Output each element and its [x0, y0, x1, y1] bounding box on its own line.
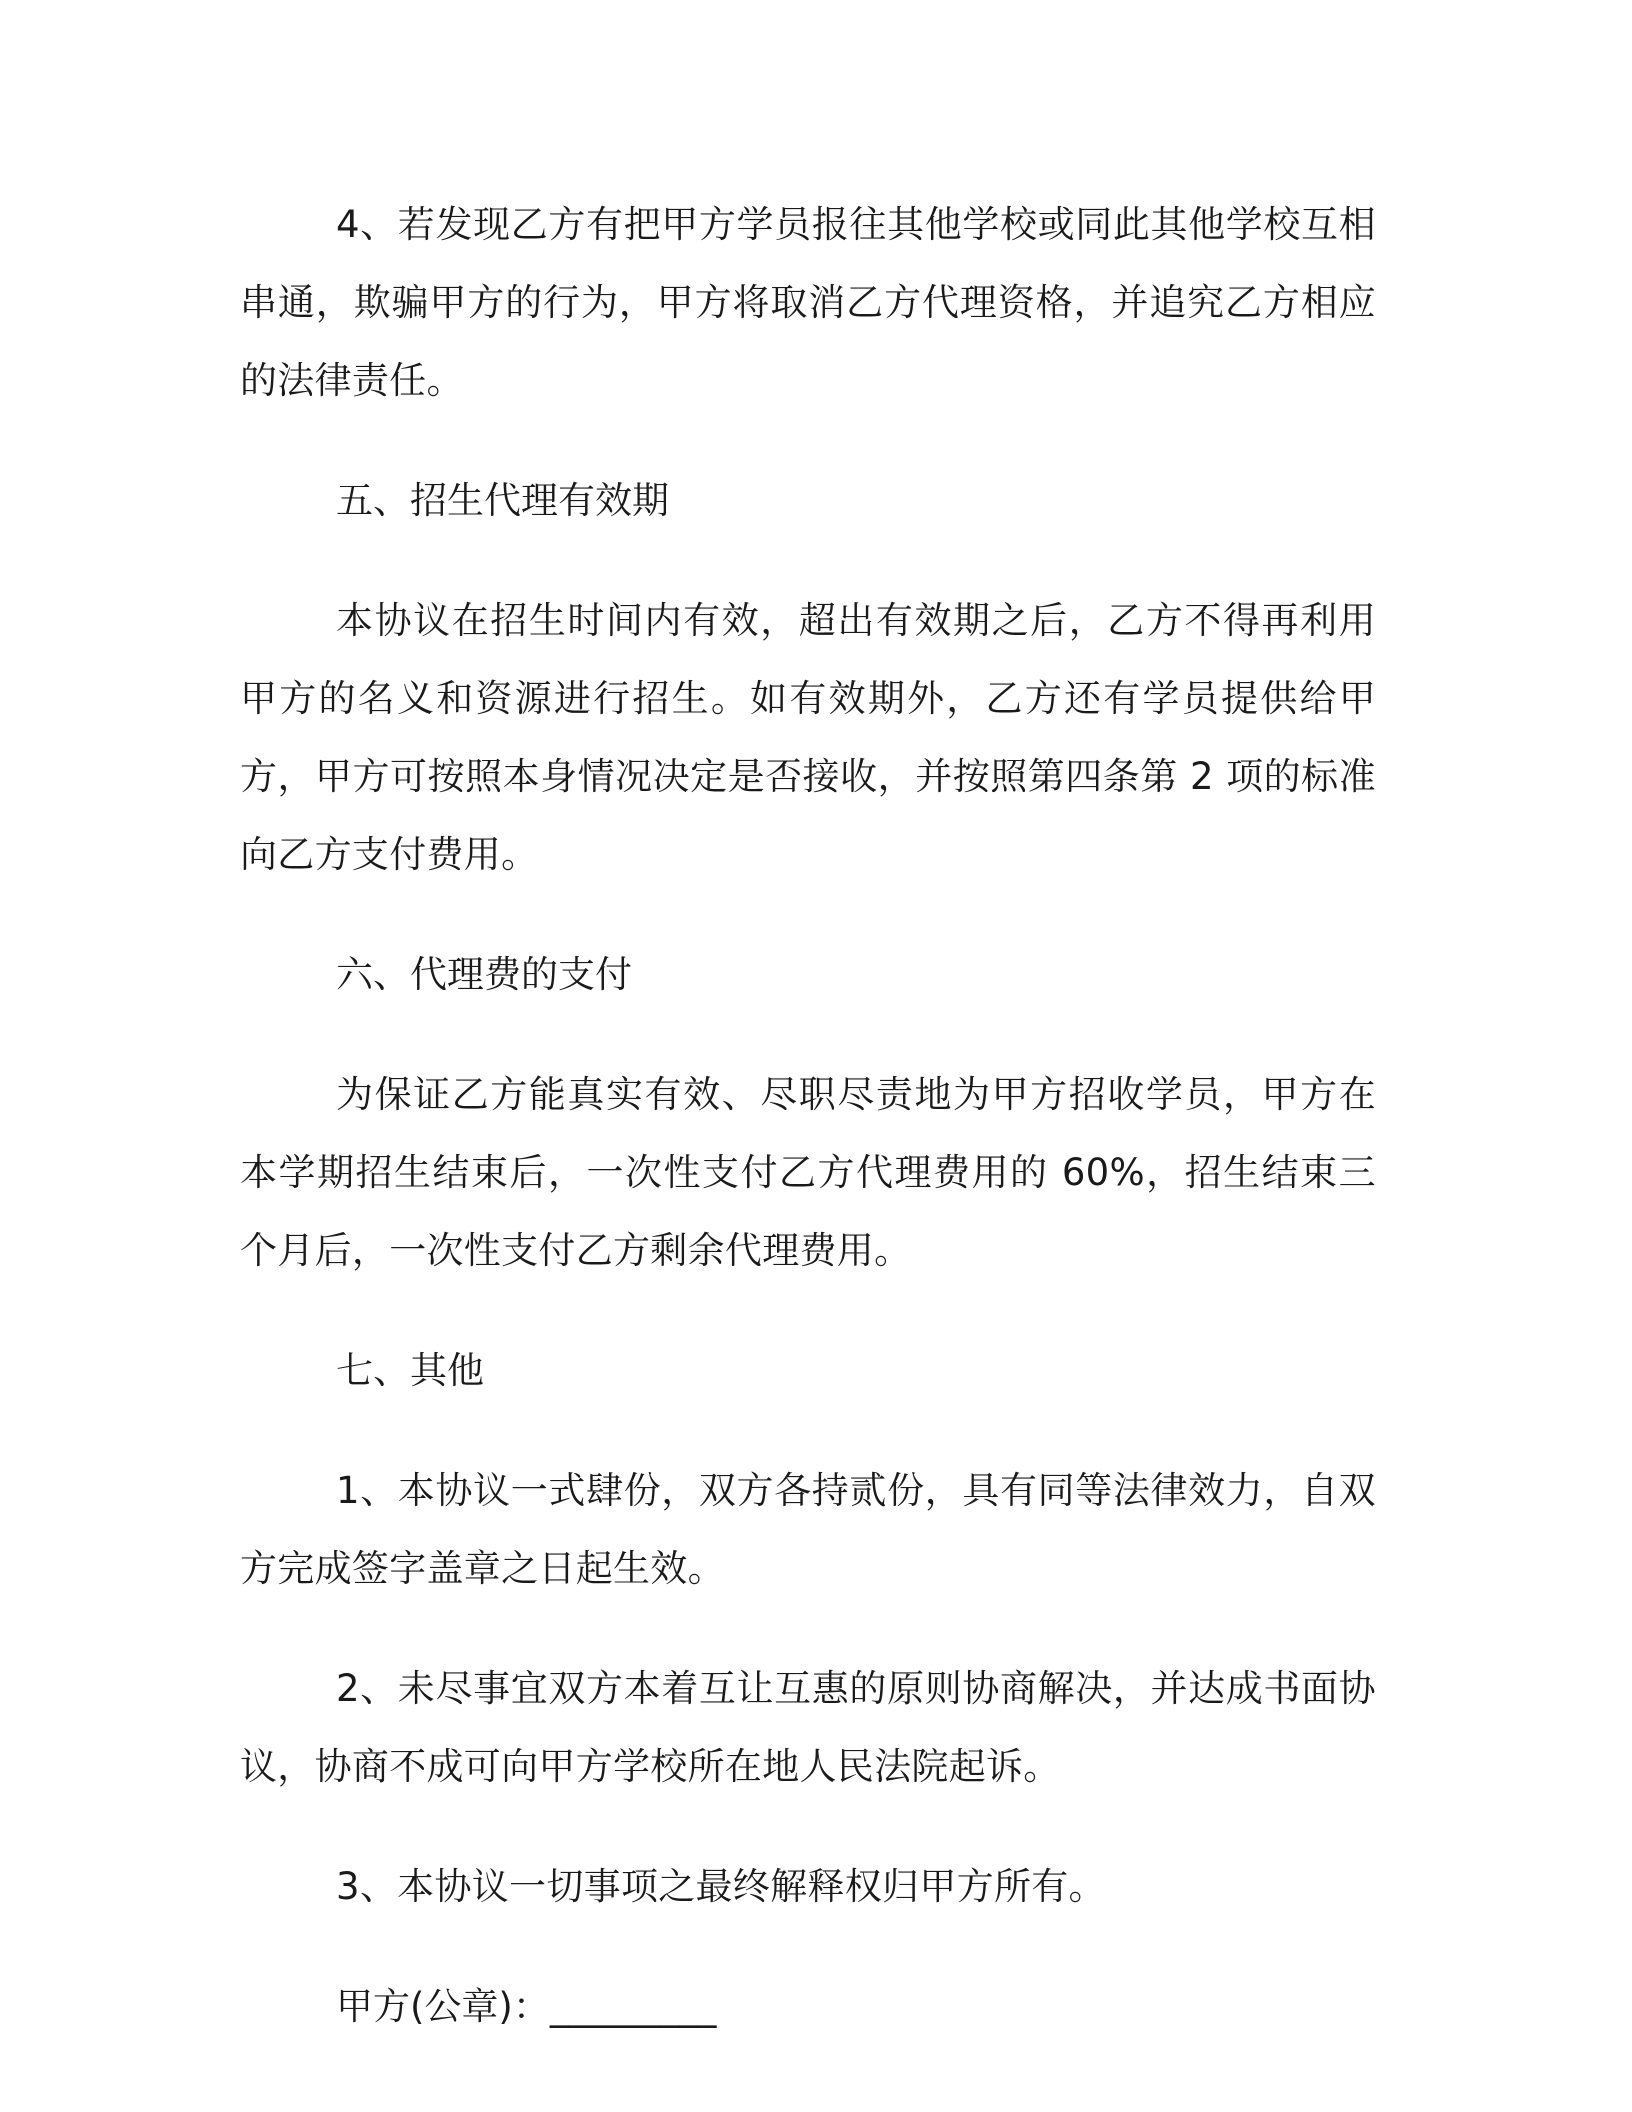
section-7-item-2: 2、未尽事宜双方本着互让互惠的原则协商解决，并达成书面协议，协商不成可向甲方学校所在地人民法院起诉。: [240, 1667, 1376, 1788]
section-6-heading: 六、代理费的支付: [336, 953, 632, 996]
party-a-signature-line: 甲方(公章)：_________: [336, 1985, 717, 2028]
section-7-item-1: 1、本协议一式肆份，双方各持贰份，具有同等法律效力，自双方完成签字盖章之日起生效。: [240, 1469, 1376, 1590]
clause-4-paragraph: 4、若发现乙方有把甲方学员报往其他学校或同此其他学校互相串通，欺骗甲方的行为，甲方将取消乙方代理资格，并追究乙方相应的法律责任。: [240, 203, 1376, 402]
section-7-item-3: 3、本协议一切事项之最终解释权归甲方所有。: [336, 1865, 1106, 1908]
section-6-paragraph: 为保证乙方能真实有效、尽职尽责地为甲方招收学员，甲方在本学期招生结束后，一次性支付乙方代理费用的 60%，招生结束三个月后，一次性支付乙方剩余代理费用。: [240, 1073, 1376, 1272]
document-page: [240, 186, 1376, 2046]
section-5-heading: 五、招生代理有效期: [336, 479, 669, 522]
section-7-heading: 七、其他: [336, 1349, 484, 1392]
section-5-paragraph: 本协议在招生时间内有效，超出有效期之后，乙方不得再利用甲方的名义和资源进行招生。如有效期外，乙方还有学员提供给甲方，甲方可按照本身情况决定是否接收，并按照第四条第 2 项的标准向乙方支付费用。: [240, 599, 1376, 876]
